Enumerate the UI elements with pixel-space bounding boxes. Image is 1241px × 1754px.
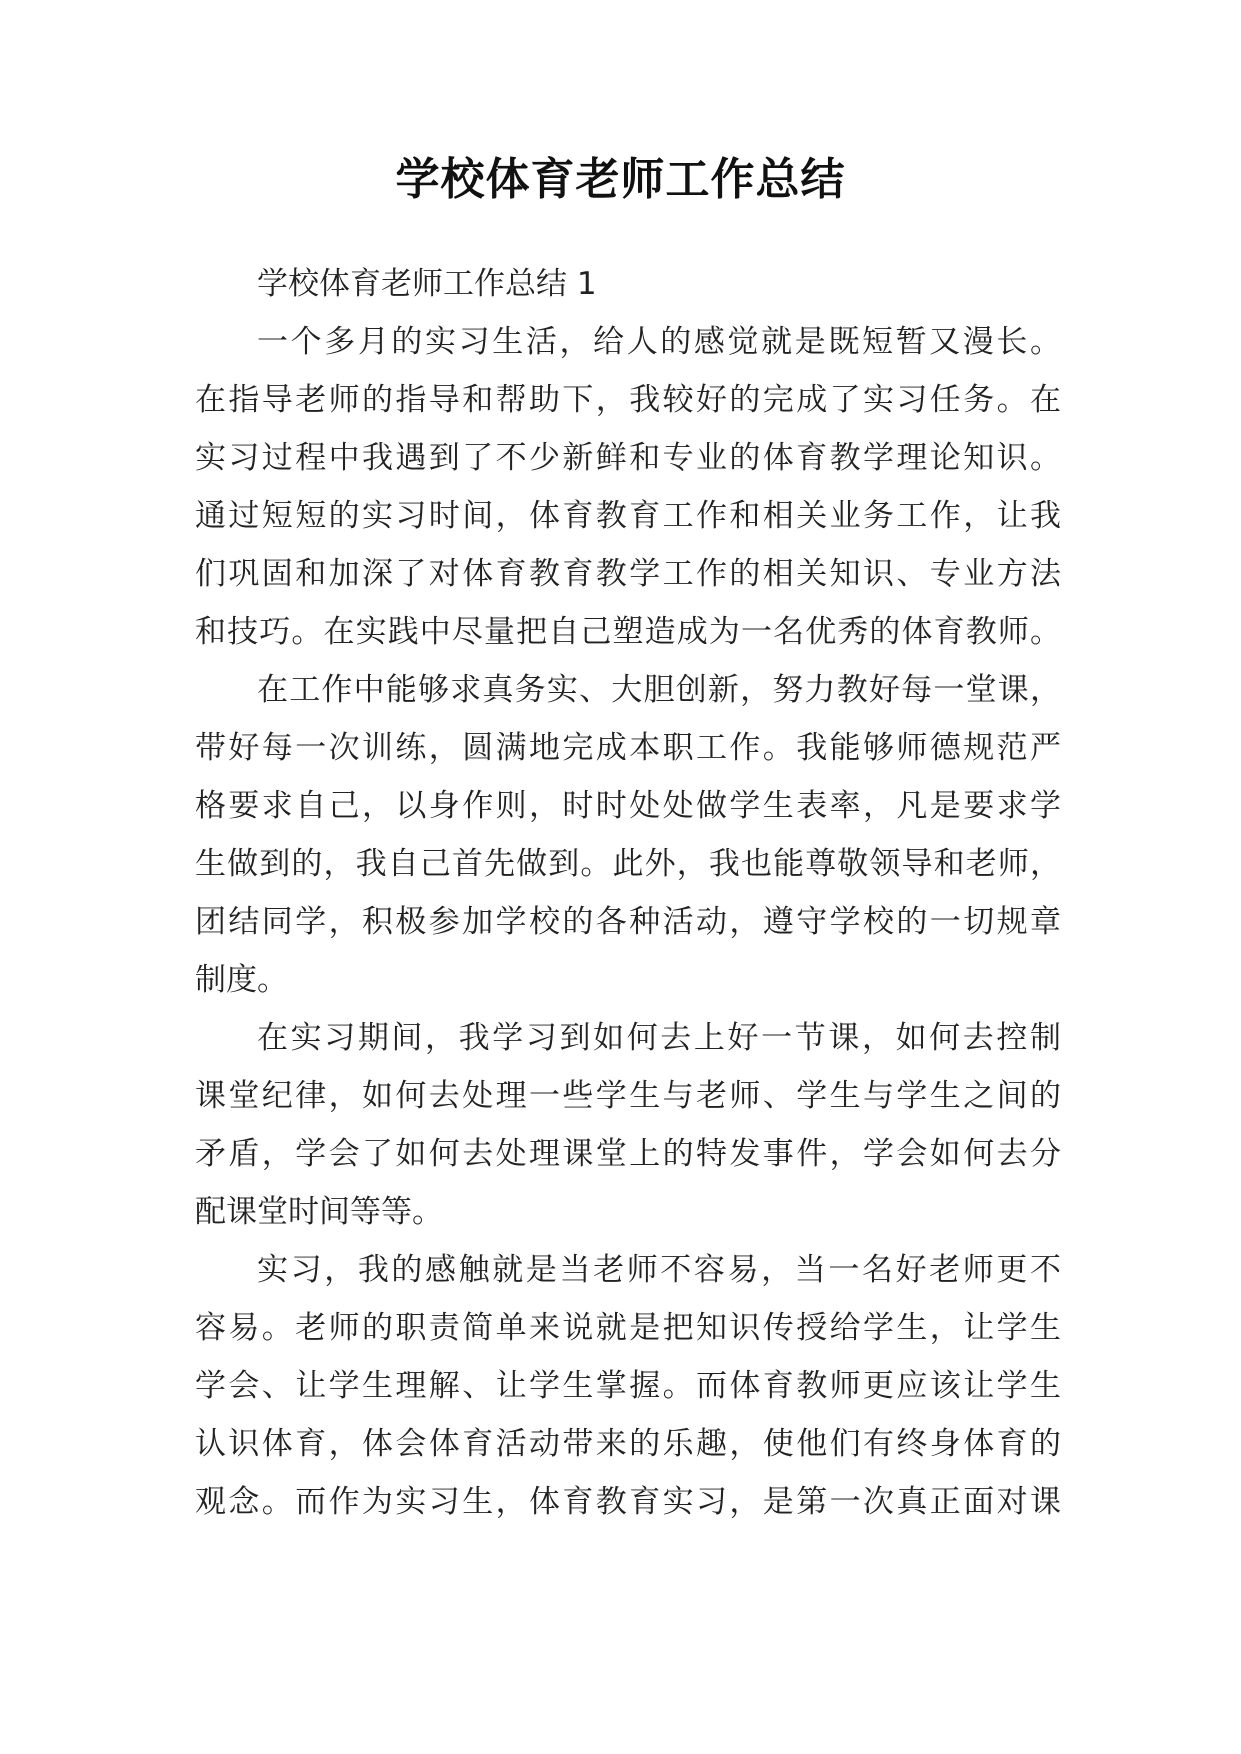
paragraph-line: 认识体育，体会体育活动带来的乐趣，使他们有终身体育的 — [195, 1426, 1061, 1462]
paragraph-line: 矛盾，学会了如何去处理课堂上的特发事件，学会如何去分 — [195, 1136, 1061, 1172]
paragraph-line: 带好每一次训练，圆满地完成本职工作。我能够师德规范严 — [195, 730, 1061, 766]
paragraph-line: 配课堂时间等等。 — [195, 1194, 443, 1230]
paragraph-line: 生做到的，我自己首先做到。此外，我也能尊敬领导和老师， — [195, 846, 1061, 882]
paragraph-line: 在实习期间，我学习到如何去上好一节课，如何去控制 — [257, 1020, 1061, 1056]
document-title: 学校体育老师工作总结 — [395, 154, 846, 205]
paragraph-line: 实习，我的感触就是当老师不容易，当一名好老师更不 — [257, 1252, 1061, 1288]
paragraph-line: 在工作中能够求真务实、大胆创新，努力教好每一堂课， — [257, 672, 1061, 708]
paragraph-line: 们巩固和加深了对体育教育教学工作的相关知识、专业方法 — [195, 556, 1061, 592]
paragraph-line: 课堂纪律，如何去处理一些学生与老师、学生与学生之间的 — [195, 1078, 1061, 1114]
paragraph-line: 制度。 — [195, 962, 288, 998]
paragraph-line: 在指导老师的指导和帮助下，我较好的完成了实习任务。在 — [195, 382, 1061, 418]
paragraph-line: 团结同学，积极参加学校的各种活动，遵守学校的一切规章 — [195, 904, 1061, 940]
paragraph-line: 和技巧。在实践中尽量把自己塑造成为一名优秀的体育教师。 — [195, 614, 1061, 650]
paragraph-line: 格要求自己，以身作则，时时处处做学生表率，凡是要求学 — [195, 788, 1061, 824]
paragraph-line: 观念。而作为实习生，体育教育实习，是第一次真正面对课 — [195, 1484, 1061, 1520]
paragraph-line: 通过短短的实习时间，体育教育工作和相关业务工作，让我 — [195, 498, 1061, 534]
paragraph-line: 实习过程中我遇到了不少新鲜和专业的体育教学理论知识。 — [195, 440, 1061, 476]
paragraph-line: 学会、让学生理解、让学生掌握。而体育教师更应该让学生 — [195, 1368, 1061, 1404]
section-heading: 学校体育老师工作总结 1 — [257, 266, 597, 302]
paragraph-line: 一个多月的实习生活，给人的感觉就是既短暂又漫长。 — [257, 324, 1061, 360]
paragraph-line: 容易。老师的职责简单来说就是把知识传授给学生，让学生 — [195, 1310, 1061, 1346]
